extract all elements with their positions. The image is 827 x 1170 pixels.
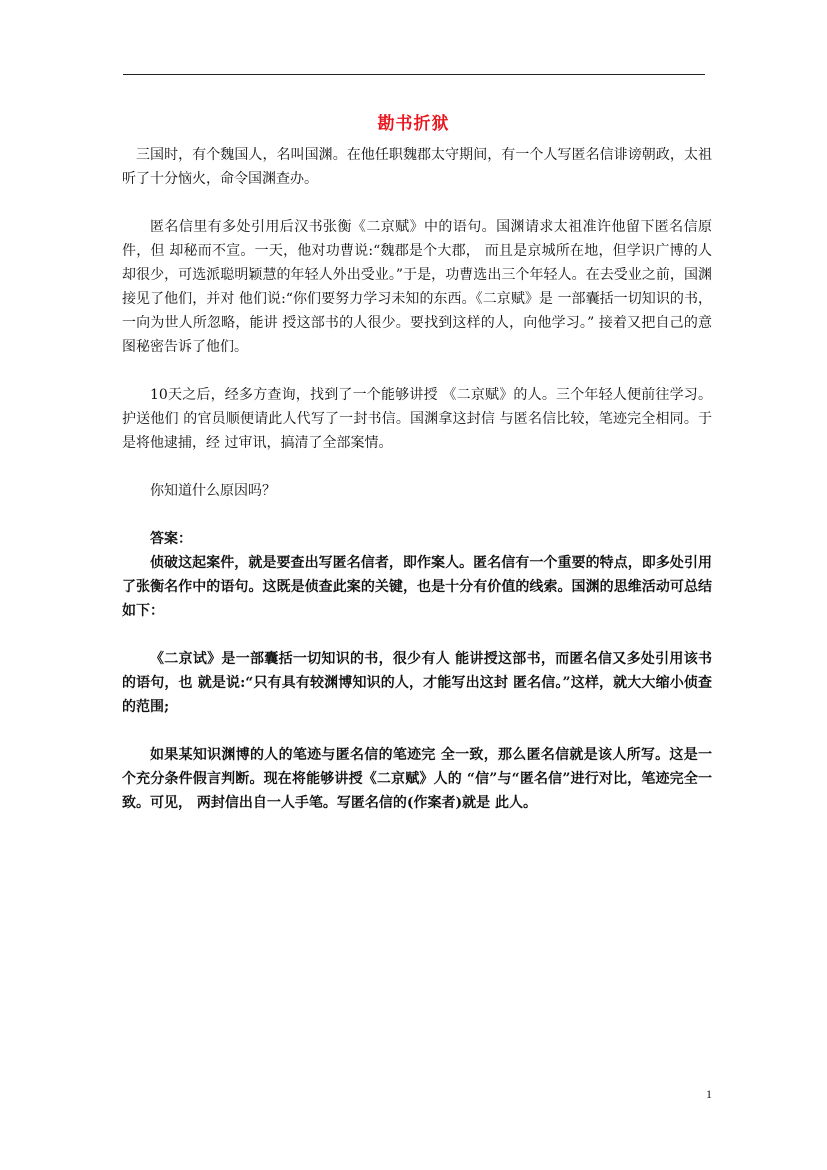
story-paragraph-3: 10天之后，经多方查询，找到了一个能够讲授 《二京赋》的人。三个年轻人便前往学习。护送他们 的官员顺便请此人代写了一封书信。国渊拿这封信 与匿名信比较，笔迹完全相同。于是将他逮捕，经 过审讯，搞清了全部案情。 — [122, 387, 712, 451]
answer-paragraph-2: 《二京试》是一部囊括一切知识的书，很少有人 能讲授这部书，而匿名信又多处引用该书的语句，也 就是说:“只有具有较渊博知识的人，才能写出这封 匿名信。”这样，就大大缩小侦查的范围; — [122, 651, 712, 715]
story-paragraph-2: 匿名信里有多处引用后汉书张衡《二京赋》中的语句。国渊请求太祖准许他留下匿名信原件，但 却秘而不宣。一天，他对功曹说:“魏郡是个大郡， 而且是京城所在地，但学识广博的人却很少，可选派聪明颖慧的年轻人外出受业。”于是，功曹选出三个年轻人。在去受业之前，国渊接见了他们，并对 他们说:“你们要努力学习未知的东西。《二京赋》是 一部囊括一切知识的书，一向为世人所忽略，能讲 授这部书的人很少。要找到这样的人，向他学习。” 接着又把自己的意图秘密告诉了他们。 — [122, 219, 712, 355]
page-number: 1 — [706, 1087, 712, 1101]
story-paragraph-1: 三国时，有个魏国人，名叫国渊。在他任职魏郡太守期间，有一个人写匿名信诽谤朝政，太祖听了十分恼火，命令国渊查办。 — [122, 147, 712, 187]
document-body — [122, 143, 712, 839]
answer-paragraph-1: 侦破这起案件，就是要查出写匿名信者，即作案人。匿名信有一个重要的特点，即多处引用了张衡名作中的语句。这既是侦查此案的关键，也是十分有价值的线索。国渊的思维活动可总结如下： — [122, 555, 712, 619]
answer-paragraph-3: 如果某知识渊博的人的笔迹与匿名信的笔迹完 全一致，那么匿名信就是该人所写。这是一个充分条件假言判断。现在将能够讲授《二京赋》人的 “信”与“匿名信”进行对比，笔迹完全一致。可见， 两封信出自一人手笔。写匿名信的(作案者)就是 此人。 — [122, 747, 712, 811]
question-paragraph: 你知道什么原因吗？ — [150, 483, 276, 499]
header-rule — [123, 74, 705, 75]
document-title: 勘书折狱 — [377, 114, 450, 134]
answer-heading: 答案： — [150, 531, 192, 547]
